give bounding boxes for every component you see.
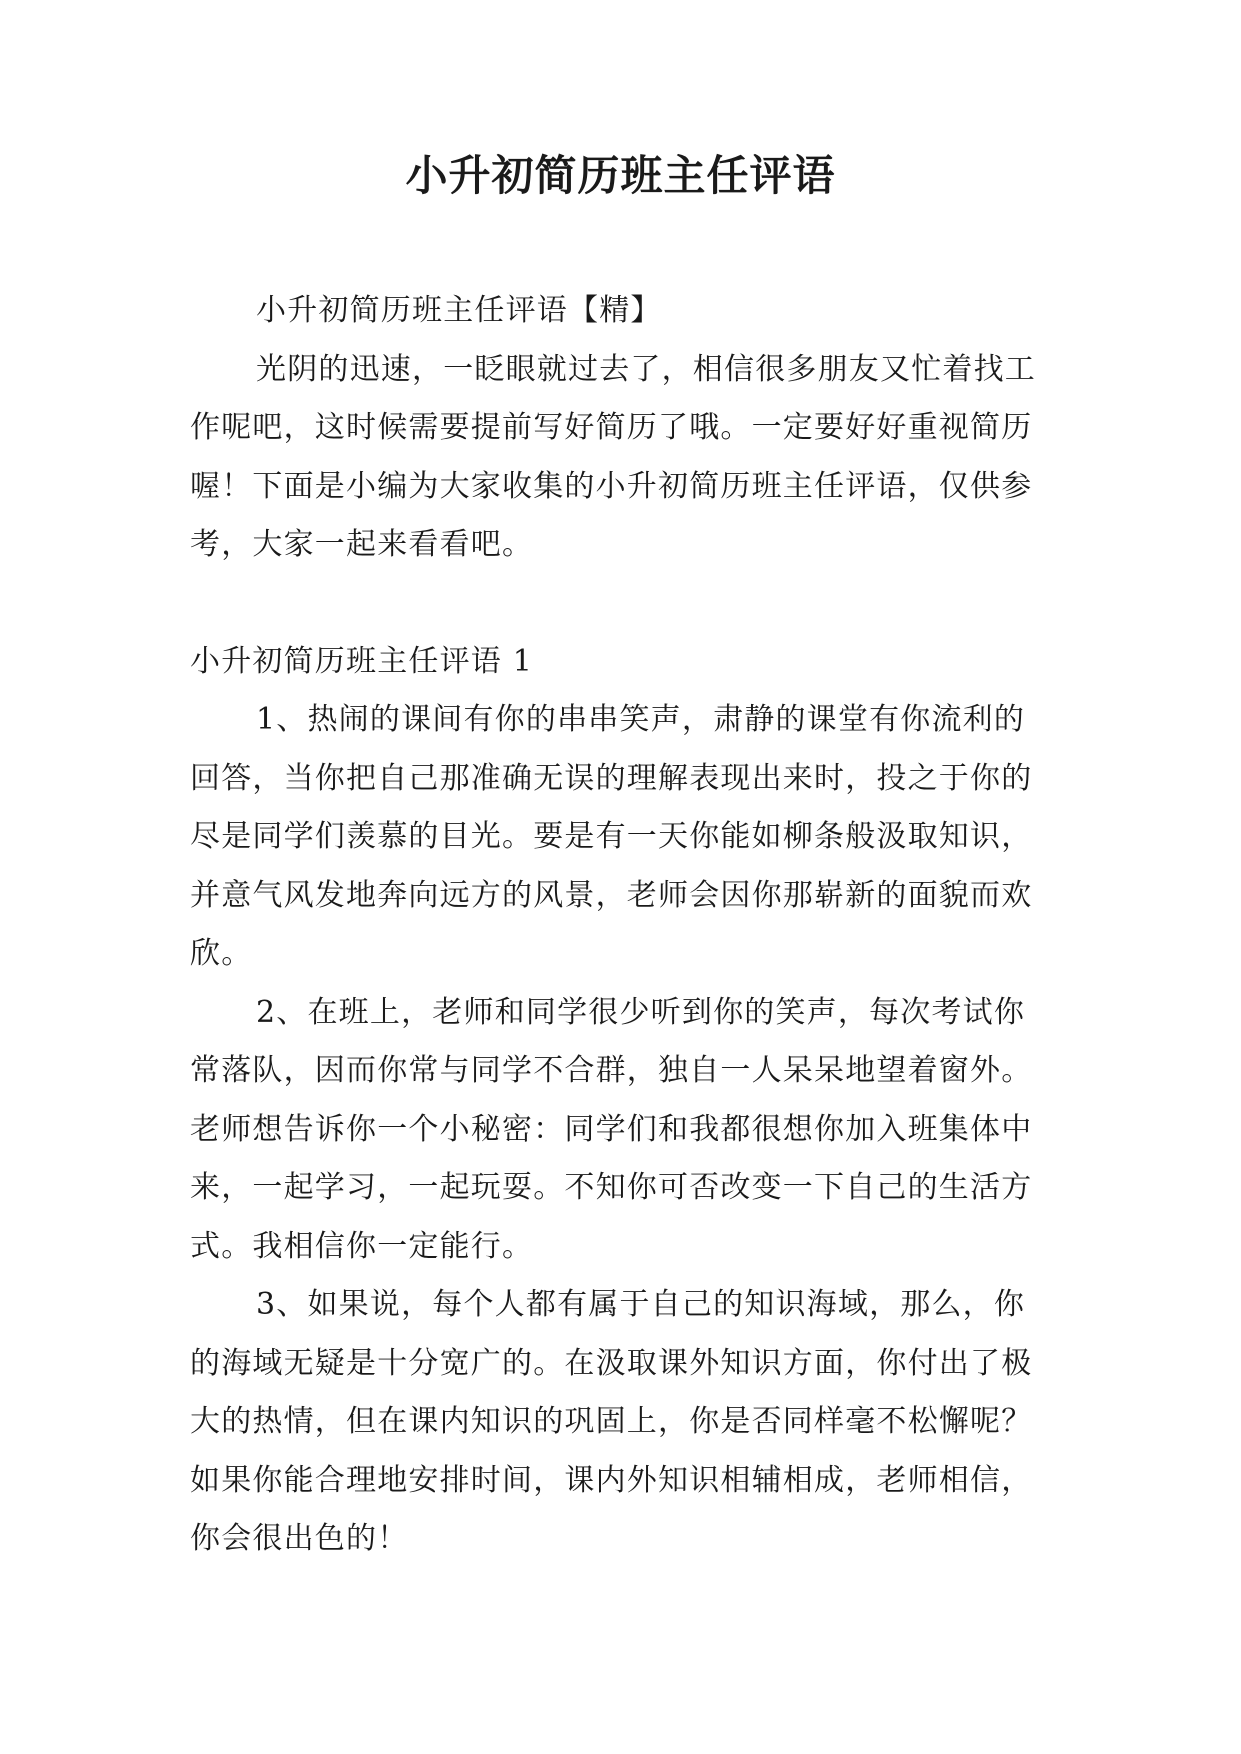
comment-item-1: 1、热闹的课间有你的串串笑声，肃静的课堂有你流利的回答，当你把自己那准确无误的理解表现出来时，投之于你的尽是同学们羡慕的目光。要是有一天你能如柳条般汲取知识，并意气风发地奔向远方的风景，老师会因你那崭新的面貌而欢欣。 — [190, 702, 1033, 971]
comment-item-3: 3、如果说，每个人都有属于自己的知识海域，那么，你的海域无疑是十分宽广的。在汲取课外知识方面，你付出了极大的热情，但在课内知识的巩固上，你是否同样毫不松懈呢？如果你能合理地安排时间，课内外知识相辅相成，老师相信，你会很出色的！ — [190, 1287, 1033, 1556]
intro-paragraph: 光阴的迅速，一眨眼就过去了，相信很多朋友又忙着找工作呢吧，这时候需要提前写好简历了哦。一定要好好重视简历喔！下面是小编为大家收集的小升初简历班主任评语，仅供参考，大家一起来看看吧。 — [190, 351, 1036, 562]
document-subtitle: 小升初简历班主任评语【精】 — [256, 293, 662, 328]
comment-item-2: 2、在班上，老师和同学很少听到你的笑声，每次考试你常落队，因而你常与同学不合群，独自一人呆呆地望着窗外。老师想告诉你一个小秘密：同学们和我都很想你加入班集体中来，一起学习，一起玩耍。不知你可否改变一下自己的生活方式。我相信你一定能行。 — [190, 994, 1033, 1264]
document-title: 小升初简历班主任评语 — [405, 151, 836, 200]
document-body — [190, 282, 1050, 1569]
section-heading: 小升初简历班主任评语 1 — [190, 643, 534, 679]
